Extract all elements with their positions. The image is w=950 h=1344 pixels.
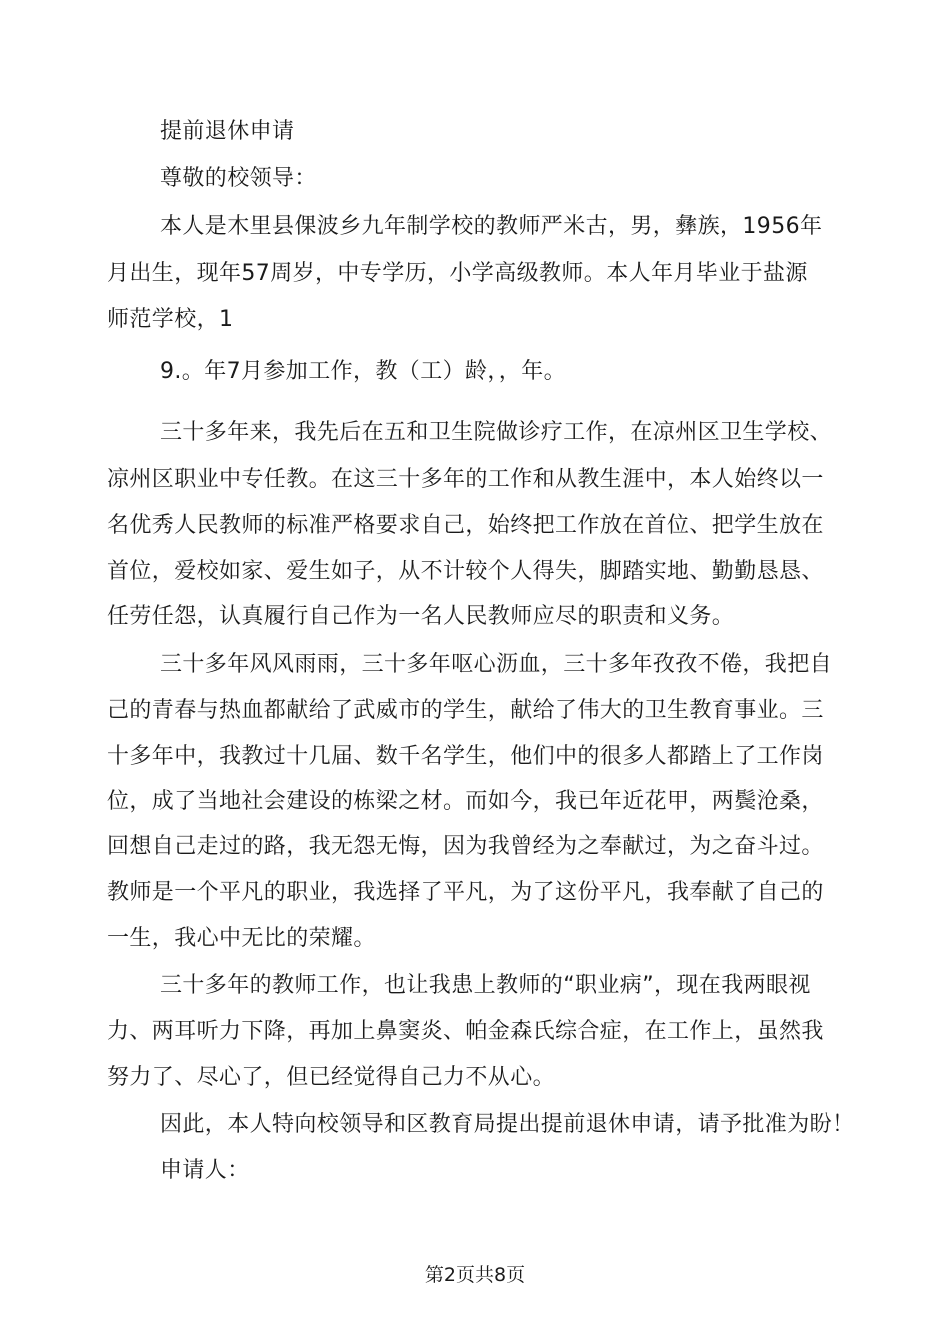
paragraph-line: 师范学校，1 xyxy=(107,307,234,332)
paragraph-line: 回想自己走过的路，我无怨无悔，因为我曾经为之奉献过，为之奋斗过。 xyxy=(107,834,824,859)
paragraph-line: 十多年中，我教过十几届、数千名学生，他们中的很多人都踏上了工作岗 xyxy=(107,744,824,769)
paragraph-line: 首位，爱校如家、爱生如子，从不计较个人得失，脚踏实地、勤勤恳恳、 xyxy=(107,559,824,584)
paragraph-line: 因此，本人特向校领导和区教育局提出提前退休申请，请予批准为盼！ xyxy=(160,1112,855,1137)
paragraph-line: 凉州区职业中专任教。在这三十多年的工作和从教生涯中，本人始终以一 xyxy=(107,467,824,492)
paragraph-line: 本人是木里县倮波乡九年制学校的教师严米古，男，彝族，1956年 xyxy=(160,214,823,239)
paragraph-line: 月出生，现年57周岁，中专学历，小学高级教师。本人年月毕业于盐源 xyxy=(107,261,808,286)
page-number: 第2页共8页 xyxy=(424,1264,526,1286)
paragraph-line: 三十多年来，我先后在五和卫生院做诊疗工作，在凉州区卫生学校、 xyxy=(160,420,833,445)
paragraph-line: 努力了、尽心了，但已经觉得自己力不从心。 xyxy=(107,1065,556,1090)
paragraph-line: 9.。年7月参加工作，教（工）龄，，年。 xyxy=(160,359,566,384)
paragraph-line: 名优秀人民教师的标准严格要求自己，始终把工作放在首位、把学生放在 xyxy=(107,513,824,538)
document-title: 提前退休申请 xyxy=(160,119,295,144)
paragraph-line: 三十多年风风雨雨，三十多年呕心沥血，三十多年孜孜不倦，我把自 xyxy=(160,652,833,677)
paragraph-line: 教师是一个平凡的职业，我选择了平凡，为了这份平凡，我奉献了自己的 xyxy=(107,880,824,905)
applicant-label: 申请人： xyxy=(160,1158,250,1183)
paragraph-line: 一生，我心中无比的荣耀。 xyxy=(107,926,376,951)
salutation: 尊敬的校领导： xyxy=(160,166,317,191)
paragraph-line: 任劳任怨，认真履行自己作为一名人民教师应尽的职责和义务。 xyxy=(107,604,735,629)
paragraph-line: 位，成了当地社会建设的栋梁之材。而如今，我已年近花甲，两鬓沧桑， xyxy=(107,789,824,814)
paragraph-line: 己的青春与热血都献给了武威市的学生，献给了伟大的卫生教育事业。三 xyxy=(107,698,824,723)
paragraph-line: 力、两耳听力下降，再加上鼻窦炎、帕金森氏综合症，在工作上，虽然我 xyxy=(107,1019,824,1044)
paragraph-line: 三十多年的教师工作，也让我患上教师的“职业病”，现在我两眼视 xyxy=(160,973,811,998)
